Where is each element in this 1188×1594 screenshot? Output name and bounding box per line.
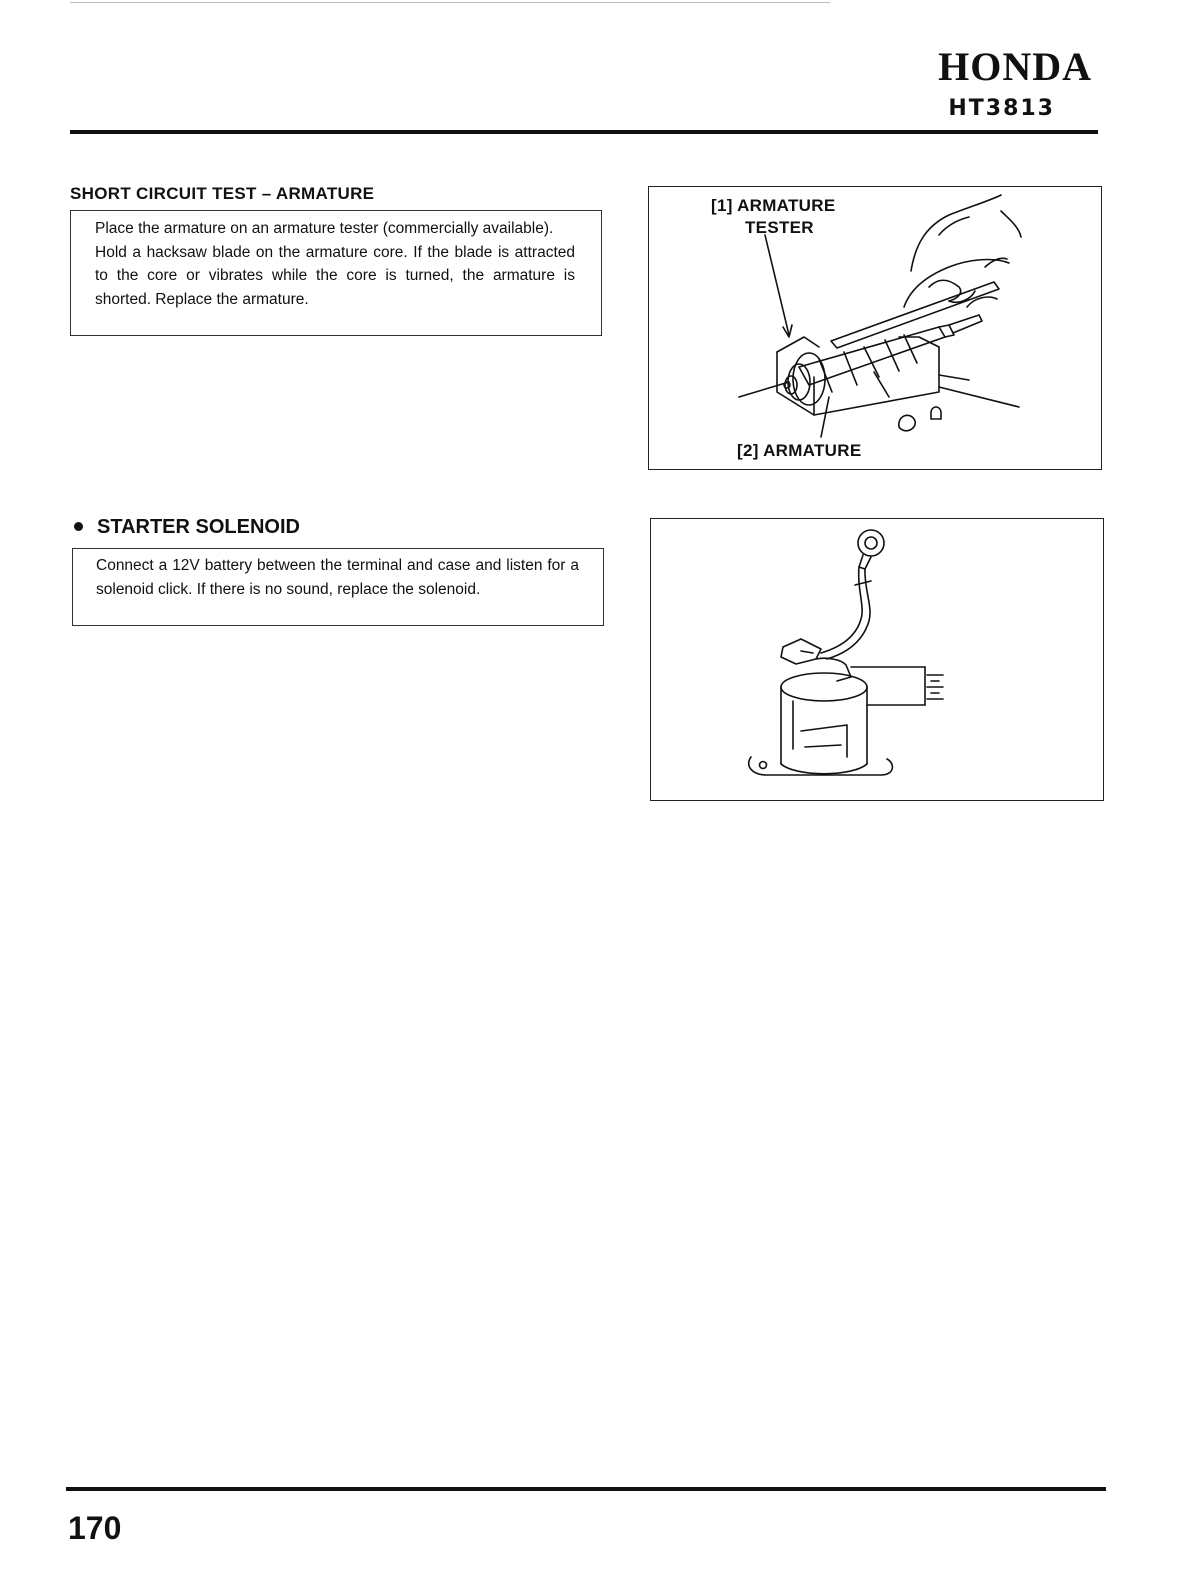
solenoid-instructions — [72, 548, 604, 626]
model-number: HT3813 — [948, 96, 1055, 121]
starter-solenoid-title: STARTER SOLENOID — [97, 516, 300, 538]
solenoid-illustration — [651, 519, 1105, 802]
callout-armature-tester: [1] ARMATURE — [711, 196, 836, 215]
starter-solenoid-heading — [70, 516, 300, 539]
footer-rule — [66, 1487, 1106, 1491]
solenoid-figure — [650, 518, 1104, 801]
brand-logo: HONDA — [938, 44, 1092, 89]
page-number: 170 — [68, 1510, 122, 1546]
instruction-paragraph: Hold a hacksaw blade on the armature core. If the blade is attracted to the core or vibrates while the core is turned, the armature is shorted. Replace the armature. — [95, 243, 575, 308]
armature-tester-illustration — [649, 187, 1103, 471]
short-circuit-instructions — [70, 210, 602, 336]
top-edge-line — [70, 2, 830, 3]
instruction-paragraph: Connect a 12V battery between the terminal and case and listen for a solenoid click. If there is no sound, replace the solenoid. — [96, 557, 579, 598]
short-circuit-heading: SHORT CIRCUIT TEST – ARMATURE — [70, 184, 375, 203]
instruction-paragraph: Place the armature on an armature tester (commercially available). — [95, 220, 554, 237]
callout-armature: [2] ARMATURE — [737, 441, 862, 460]
header-rule — [70, 130, 1098, 134]
callout-armature-tester-line2: TESTER — [745, 218, 814, 237]
bullet-icon — [74, 522, 83, 531]
armature-tester-figure — [648, 186, 1102, 470]
